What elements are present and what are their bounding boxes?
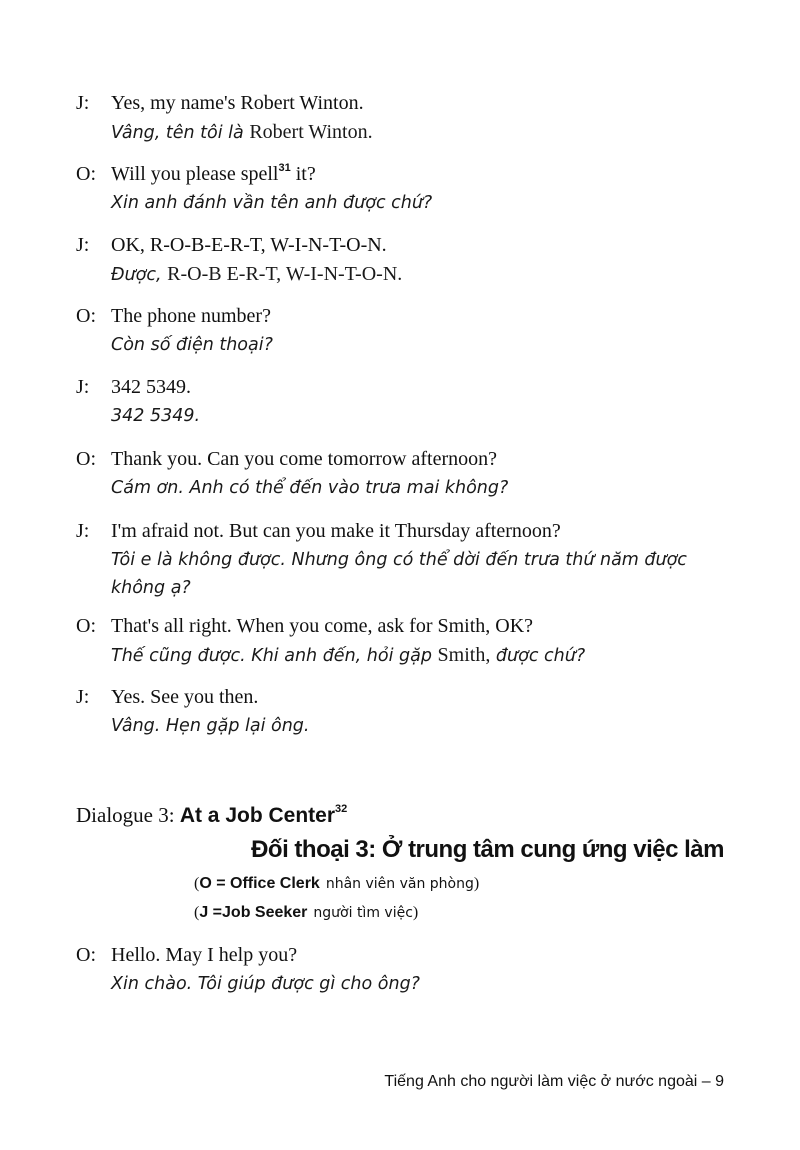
section-label: Dialogue 3:: [76, 803, 175, 827]
english-text: The phone number?: [111, 305, 271, 327]
role-legend: (O = Office Clerk nhân viên văn phòng): [194, 875, 480, 892]
page-footer: Tiếng Anh cho người làm việc ở nước ngoài – 9: [384, 1073, 724, 1090]
english-text: Yes, my name's Robert Winton.: [111, 92, 364, 114]
section-heading: [76, 800, 347, 831]
speaker-label: O:: [76, 944, 96, 966]
section-heading-vietnamese: Đối thoại 3: Ở trung tâm cung ứng việc làm: [251, 836, 724, 863]
english-text: That's all right. When you come, ask for Smith, OK?: [111, 615, 534, 637]
speaker-label: J:: [76, 92, 90, 114]
role-legend: (J =Job Seeker người tìm việc): [194, 904, 419, 921]
speaker-label: O:: [76, 163, 96, 185]
vietnamese-translation: Được, R-O-B E-R-T, W-I-N-T-O-N.: [111, 263, 403, 285]
english-text: 342 5349.: [111, 376, 191, 398]
speaker-label: J:: [76, 520, 90, 542]
vietnamese-translation: 342 5349.: [111, 406, 201, 426]
speaker-label: O:: [76, 615, 96, 637]
vietnamese-translation: Xin anh đánh vần tên anh được chứ?: [111, 193, 433, 213]
speaker-label: O:: [76, 448, 96, 470]
speaker-label: J:: [76, 234, 90, 256]
english-text: Yes. See you then.: [111, 686, 259, 708]
role-key: O = Office Clerk: [199, 875, 320, 892]
vietnamese-translation: Vâng, tên tôi là Robert Winton.: [111, 121, 373, 143]
english-text: OK, R-O-B-E-R-T, W-I-N-T-O-N.: [111, 234, 387, 256]
role-description: nhân viên văn phòng: [325, 876, 474, 892]
vietnamese-translation: Xin chào. Tôi giúp được gì cho ông?: [111, 974, 420, 994]
vietnamese-translation: Vâng. Hẹn gặp lại ông.: [111, 716, 310, 736]
english-text: Thank you. Can you come tomorrow afternoon?: [111, 448, 498, 470]
speaker-label: J:: [76, 376, 90, 398]
footnote-ref: 31: [278, 162, 291, 174]
section-title: At a Job Center: [179, 804, 336, 827]
role-description: người tìm việc: [313, 905, 413, 921]
english-text: I'm afraid not. But can you make it Thursday afternoon?: [111, 520, 561, 542]
speaker-label: J:: [76, 686, 90, 708]
role-key: J =Job Seeker: [199, 904, 308, 921]
vietnamese-translation: Còn số điện thoại?: [111, 335, 273, 355]
vietnamese-translation: Tôi e là không được. Nhưng ông có thể dời đến trưa thứ năm được không ạ?: [111, 550, 687, 598]
footnote-ref: 32: [335, 803, 348, 815]
english-text: Will you please spell$^{31}$ it?: [111, 162, 316, 185]
speaker-label: O:: [76, 305, 96, 327]
english-text: Hello. May I help you?: [111, 944, 298, 966]
vietnamese-translation: Thế cũng được. Khi anh đến, hỏi gặp Smith, được chứ?: [111, 644, 586, 666]
vietnamese-translation: Cám ơn. Anh có thể đến vào trưa mai không?: [111, 478, 509, 498]
